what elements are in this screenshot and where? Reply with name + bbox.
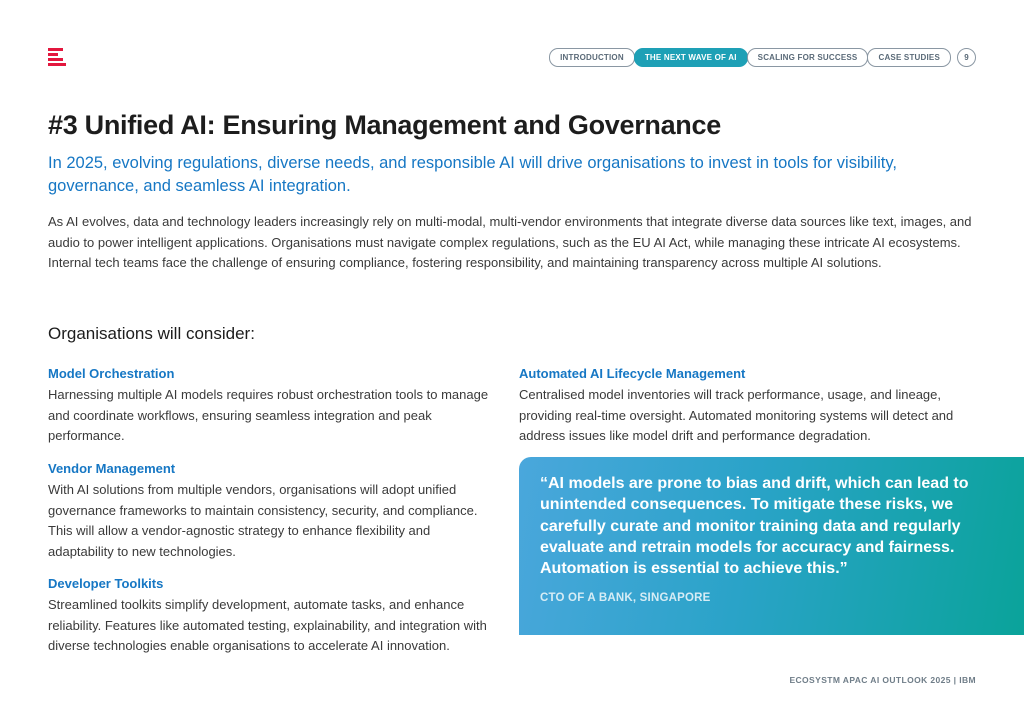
considerations-heading: Organisations will consider: [48,324,255,343]
item-title: Vendor Management [48,461,176,476]
footer-text: ECOSYSTM APAC AI OUTLOOK 2025 | IBM [789,675,976,685]
item-model-orchestration [48,365,498,447]
lead-paragraph: In 2025, evolving regulations, diverse needs, and responsible AI will drive organisations to invest in tools for visibility, governance, and seamless AI integration. [48,154,897,195]
quote-attribution: CTO OF A BANK, SINGAPORE [540,592,711,605]
item-text: With AI solutions from multiple vendors, organisations will adopt unified governance frameworks to maintain consistency, security, and compliance. This will allow a vendor-agnostic strategy to enhance flexibility and adaptability to new technologies. [48,482,478,560]
item-text: Streamlined toolkits simplify development, automate tasks, and enhance reliability. Features like automated testing, explainability, and integration with diverse technologies enable organisations to accelerate AI innovation. [48,597,487,654]
item-title: Model Orchestration [48,366,175,381]
tab-case-studies[interactable]: CASE STUDIES [867,48,951,67]
item-vendor-management [48,460,498,563]
tab-next-wave-of-ai[interactable]: THE NEXT WAVE OF AI [634,48,748,67]
item-automated-ai-lifecycle-management [519,365,969,447]
item-text: Centralised model inventories will track performance, usage, and lineage, providing real-time oversight. Automated monitoring systems will detect and address issues like model drift and performance degradation. [519,387,954,444]
ecosystm-logo [48,48,66,66]
page-number: 9 [957,48,976,67]
tab-scaling-for-success[interactable]: SCALING FOR SUCCESS [747,48,869,67]
item-title: Automated AI Lifecycle Management [519,366,746,381]
section-nav [550,48,976,67]
tab-introduction[interactable]: INTRODUCTION [549,48,635,67]
page-title: #3 Unified AI: Ensuring Management and Governance [48,110,721,140]
item-developer-toolkits [48,575,498,657]
quote-text: “AI models are prone to bias and drift, which can lead to unintended consequences. To mitigate these risks, we carefully curate and monitor training data and regularly evaluate and retrain models for accuracy and fairness. Automation is essential to achieve this.” [540,475,969,578]
intro-paragraph: As AI evolves, data and technology leaders increasingly rely on multi-modal, multi-vendor environments that integrate diverse data sources like text, images, and audio to power intelligent applications. Organisations must navigate complex regulations, such as the EU AI Act, while managing these intricate AI ecosystems. Internal tech teams face the challenge of ensuring compliance, fostering responsibility, and maintaining transparency across multiple AI solutions. [48,214,972,271]
item-title: Developer Toolkits [48,576,164,591]
item-text: Harnessing multiple AI models requires robust orchestration tools to manage and coordinate workflows, ensuring seamless integration and peak performance. [48,387,489,444]
quote-box [519,457,1024,635]
